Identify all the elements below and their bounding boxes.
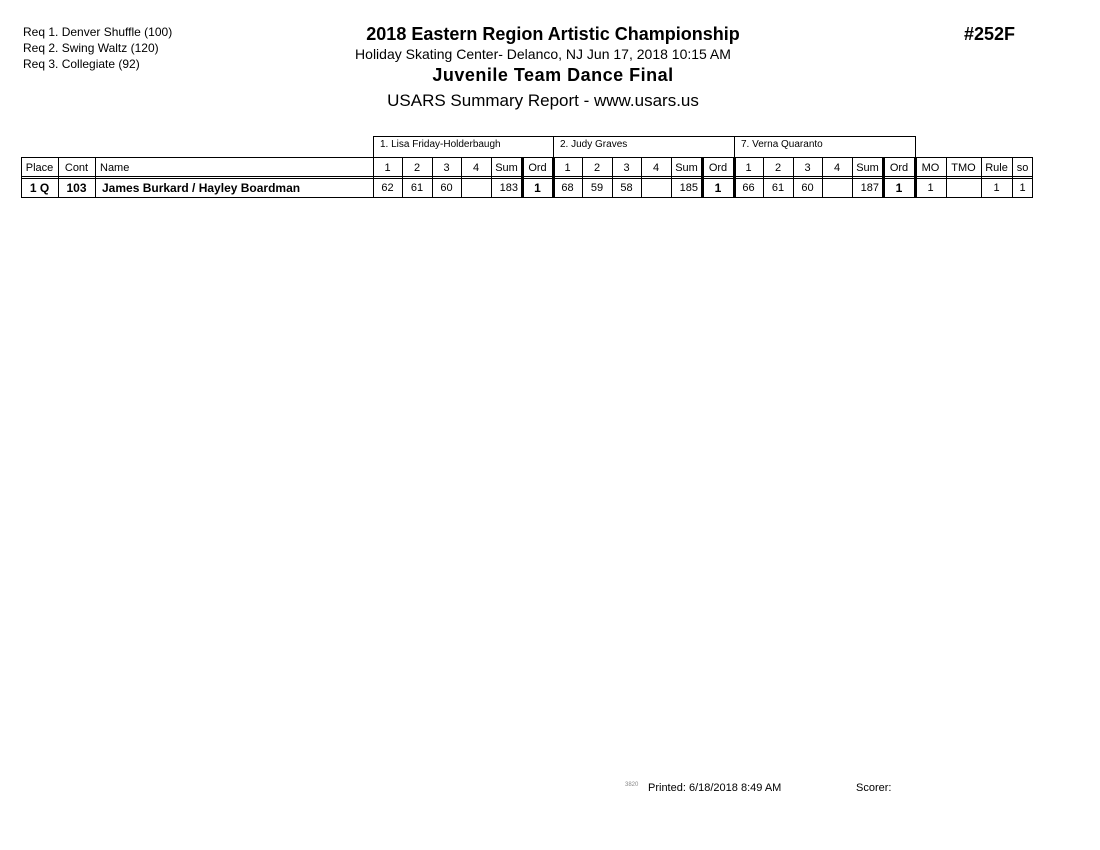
col-j2-s3: 3 [623, 162, 630, 174]
requirement-3: Req 3. Collegiate (92) [23, 57, 140, 71]
requirement-1: Req 1. Denver Shuffle (100) [23, 25, 173, 39]
divider [491, 157, 492, 198]
j2-score-1: 68 [561, 182, 574, 194]
j2-score-2: 59 [590, 182, 604, 194]
name-cell: James Burkard / Hayley Boardman [102, 181, 301, 195]
divider [763, 157, 764, 198]
divider [793, 157, 794, 198]
divider [612, 157, 613, 198]
j2-ord: 1 [714, 181, 722, 195]
col-name: Name [100, 162, 130, 174]
col-j2-s4: 4 [652, 162, 660, 174]
col-j2-s2: 2 [593, 162, 601, 174]
event-title: Juvenile Team Dance Final [432, 65, 674, 85]
requirement-2: Req 2. Swing Waltz (120) [23, 41, 159, 55]
col-j1-s4: 4 [472, 162, 480, 174]
j3-ord: 1 [895, 181, 903, 195]
divider [946, 157, 947, 198]
col-j2-ord: Ord [708, 162, 728, 174]
footer-code: 3820 [625, 782, 639, 788]
printed-timestamp: Printed: 6/18/2018 8:49 AM [648, 782, 782, 794]
venue-line: Holiday Skating Center- Delanco, NJ Jun 17, 2018 10:15 AM [355, 46, 731, 62]
divider-thick [733, 157, 736, 198]
j1-sum: 183 [499, 182, 518, 194]
col-j1-ord: Ord [528, 162, 547, 174]
col-j3-s1: 1 [745, 162, 752, 174]
col-j3-sum: Sum [856, 162, 879, 174]
col-j2-s1: 1 [564, 162, 571, 174]
judge-header-1: 1. Lisa Friday-Holderbaugh [373, 136, 554, 158]
divider [981, 157, 982, 198]
col-mo: MO [921, 162, 940, 174]
j3-score-2: 61 [771, 182, 785, 194]
divider [822, 157, 823, 198]
judge-header-2: 2. Judy Graves [553, 136, 735, 158]
so-cell: 1 [1019, 182, 1026, 194]
j1-ord: 1 [534, 181, 541, 195]
divider [21, 157, 22, 198]
col-tmo: TMO [951, 162, 976, 174]
divider [1032, 157, 1033, 198]
j3-score-3: 60 [801, 182, 814, 194]
col-j3-s4: 4 [833, 162, 841, 174]
divider-thick [914, 157, 917, 198]
divider [582, 157, 583, 198]
divider [852, 157, 853, 198]
divider-thick [701, 157, 704, 198]
mo-cell: 1 [927, 182, 934, 194]
report-title: USARS Summary Report - www.usars.us [387, 91, 699, 110]
divider [641, 157, 642, 198]
championship-title: 2018 Eastern Region Artistic Championship [366, 24, 740, 44]
j3-score-1: 66 [742, 182, 755, 194]
divider [432, 157, 433, 198]
col-j2-sum: Sum [675, 162, 698, 174]
j2-score-3: 58 [620, 182, 633, 194]
col-j3-s2: 2 [774, 162, 782, 174]
divider [373, 157, 374, 198]
divider [461, 157, 462, 198]
scorer-label: Scorer: [856, 782, 892, 794]
col-j1-sum: Sum [495, 162, 518, 174]
j3-sum: 187 [860, 182, 879, 194]
col-so: so [1016, 162, 1029, 174]
divider [402, 157, 403, 198]
col-cont: Cont [64, 162, 89, 174]
col-j1-s2: 2 [413, 162, 421, 174]
col-j1-s1: 1 [384, 162, 391, 174]
divider-thick [882, 157, 885, 198]
divider [1012, 157, 1013, 198]
j2-sum: 185 [679, 182, 698, 194]
j1-score-2: 61 [410, 182, 424, 194]
judge-header-3: 7. Verna Quaranto [734, 136, 916, 158]
col-j3-s3: 3 [804, 162, 811, 174]
place-cell: 1 Q [29, 181, 50, 195]
col-rule: Rule [985, 162, 1008, 174]
divider [58, 157, 59, 198]
j1-score-3: 60 [440, 182, 453, 194]
cont-cell: 103 [66, 181, 87, 195]
divider-thick [552, 157, 555, 198]
col-j3-ord: Ord [889, 162, 909, 174]
col-j1-s3: 3 [443, 162, 450, 174]
j1-score-1: 62 [381, 182, 394, 194]
event-number: #252F [964, 24, 1016, 44]
divider-thick [521, 157, 524, 198]
divider [671, 157, 672, 198]
rule-cell: 1 [993, 182, 1000, 194]
col-place: Place [25, 162, 54, 174]
divider [95, 157, 96, 198]
